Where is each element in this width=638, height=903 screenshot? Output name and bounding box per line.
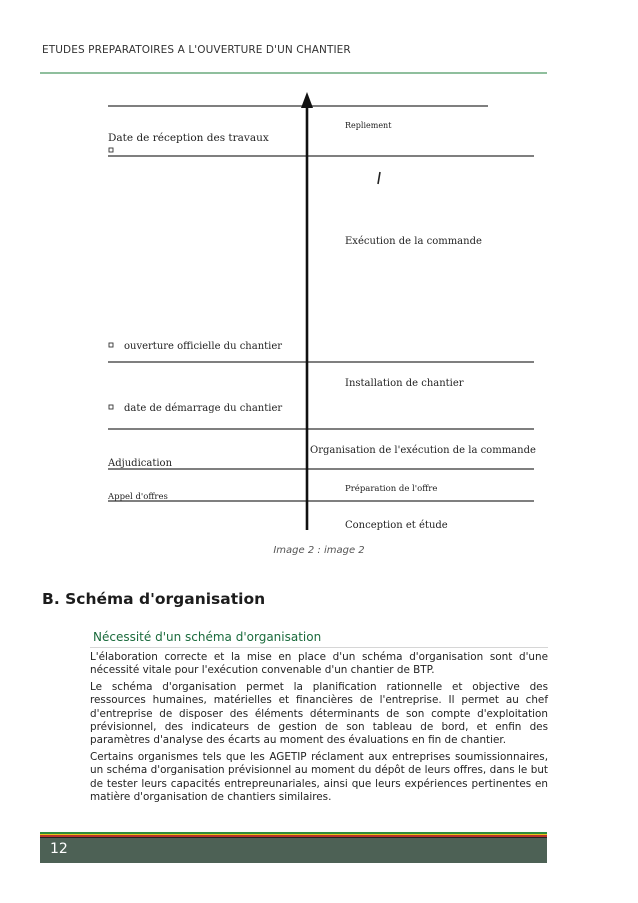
label-installation: Installation de chantier <box>345 378 464 389</box>
sub-heading-rule <box>90 647 548 648</box>
figure-caption: Image 2 : image 2 <box>273 545 365 556</box>
body-text <box>90 651 548 807</box>
label-ouverture: ouverture officielle du chantier <box>124 341 283 352</box>
bullet-ouverture <box>109 343 113 347</box>
label-execution: Exécution de la commande <box>345 236 482 247</box>
label-adjudication: Adjudication <box>108 458 173 469</box>
label-demarrage: date de démarrage du chantier <box>124 403 283 414</box>
paragraph: Certains organismes tels que les AGETIP réclament aux entreprises soumissionnaires, un schéma d'organisation prévisionnel au moment du dépôt de leurs offres, dans le but de tester leurs capacités entrepreunariales, ainsi que leurs expériences pertinentes en matière d'organisation de chantiers similaires. <box>90 750 548 804</box>
section-title-text: Schéma d'organisation <box>65 590 266 608</box>
timeline-figure <box>100 86 550 536</box>
sub-heading: Nécessité d'un schéma d'organisation <box>93 630 322 644</box>
label-repliement: Repliement <box>345 121 392 130</box>
page-header: ETUDES PREPARATOIRES A L'OUVERTURE D'UN CHANTIER <box>42 44 351 56</box>
bullet-demarrage <box>109 405 113 409</box>
timeline-diagram <box>100 86 550 536</box>
label-appel: Appel d'offres <box>108 492 168 502</box>
bullet-reception <box>109 148 113 152</box>
paragraph: Le schéma d'organisation permet la planification rationnelle et objective des ressources humaines, matérielles et financières de l'entreprise. Il permet au chef d'entreprise de disposer des éléments déterminants de son compte d'exploitation prévisionnel, des indicateurs de gestion de son tableau de bord, et enfin des paramètres d'analyse des écarts au moment des évaluations en fin de chantier. <box>90 680 548 747</box>
time-axis-arrowhead <box>301 92 313 108</box>
section-letter: B. <box>42 590 60 608</box>
label-organisation: Organisation de l'exécution de la commande <box>310 445 536 456</box>
label-preparation: Préparation de l'offre <box>345 484 438 494</box>
marker-tick <box>378 172 380 184</box>
label-conception: Conception et étude <box>345 520 448 531</box>
paragraph: L'élaboration correcte et la mise en place d'un schéma d'organisation sont d'une nécessité vitale pour l'exécution convenable d'un chantier de BTP. <box>90 651 548 677</box>
section-title <box>42 590 265 608</box>
header-rule <box>40 72 547 74</box>
page-number: 12 <box>50 841 68 857</box>
label-reception: Date de réception des travaux <box>108 132 269 144</box>
footer-bar <box>40 838 547 863</box>
